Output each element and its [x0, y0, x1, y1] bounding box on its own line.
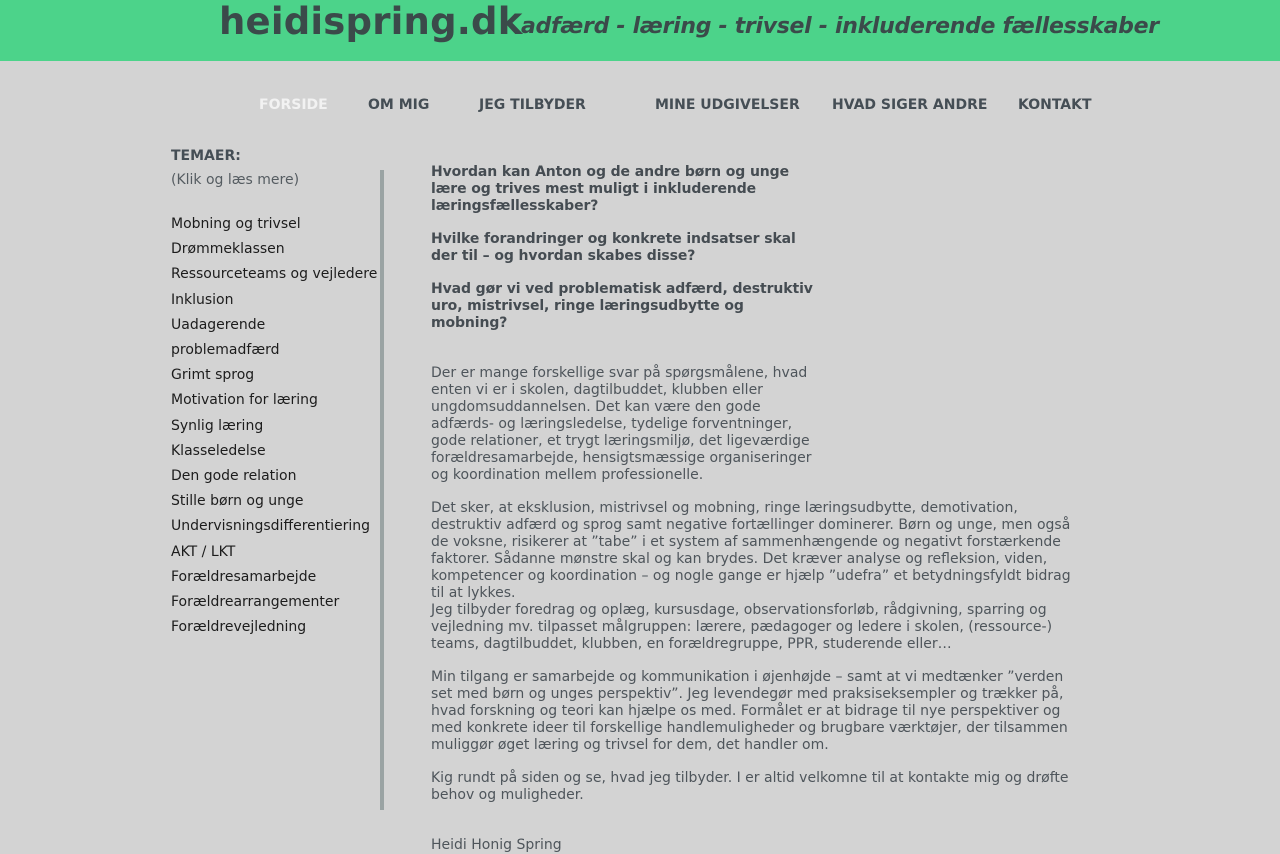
body-paragraph-4: Min tilgang er samarbejde og kommunikation i øjenhøjde – samt at vi medtænker ”verden set med børn og unges perspektiv”. Jeg levendegør med praksiseksempler og trækker på, hvad forskning og teori kan hjælpe os med. Formålet er at bidrage til nye perspektiver og med konkrete ideer til forskellige handlemuligheder og brugbare værktøjer, der tilsammen muliggør øget læring og trivsel for dem, det handler om.: [431, 669, 1068, 753]
nav-item-mine-udgivelser[interactable]: MINE UDGIVELSER: [655, 97, 800, 113]
nav-item-hvad-siger-andre[interactable]: HVAD SIGER ANDRE: [832, 97, 988, 113]
site-tagline: adfærd - læring - trivsel - inkluderende fællesskaber: [521, 14, 1159, 39]
topic-link-grimt-sprog[interactable]: Grimt sprog: [171, 367, 255, 384]
topic-link-stille-boern[interactable]: Stille børn og unge: [171, 493, 304, 510]
nav-item-om-mig[interactable]: OM MIG: [368, 97, 430, 113]
topic-link-droemmeklassen[interactable]: Drømmeklassen: [171, 241, 285, 258]
main-content: [431, 164, 1071, 854]
topic-link-klasseledelse[interactable]: Klasseledelse: [171, 442, 266, 459]
intro-question-2: Hvilke forandringer og konkrete indsatser skal der til – og hvordan skabes disse?: [431, 231, 796, 264]
topic-link-motivation[interactable]: Motivation for læring: [171, 392, 318, 409]
topic-link-ressourceteams[interactable]: Ressourceteams og vejledere: [171, 266, 378, 283]
topic-link-den-gode-relation[interactable]: Den gode relation: [171, 468, 297, 485]
intro-question-1: Hvordan kan Anton og de andre børn og unge lære og trives mest muligt i inkluderende læringsfællesskaber?: [431, 164, 789, 214]
body-paragraph-1: Der er mange forskellige svar på spørgsmålene, hvad enten vi er i skolen, dagtilbuddet, klubben eller ungdomsuddannelsen. Det kan være den gode adfærds- og læringsledelse, tydelige forventninger, gode relationer, et trygt læringsmiljø, det ligeværdige forældresamarbejde, hensigtsmæssige organiseringer og koordination mellem professionelle.: [431, 365, 812, 483]
sidebar-divider: [380, 170, 384, 810]
body-paragraph-2: Det sker, at eksklusion, mistrivsel og mobning, ringe læringsudbytte, demotivation, destruktiv adfærd og sprog samt negative fortællinger dominerer. Børn og unge, men også de voksne, risikerer at ”tabe” i et system af sammenhængende og negativt forstærkende faktorer. Sådanne mønstre skal og kan brydes. Det kræver analyse og refleksion, viden, kompetencer og koordination – og nogle gange er hjælp ”udefra” et betydningsfyldt bidrag til at lykkes.: [431, 500, 1071, 601]
signature: Heidi Honig Spring: [431, 837, 562, 853]
sidebar-heading: TEMAER:: [171, 148, 241, 164]
topic-link-problemadfaerd[interactable]: problemadfærd: [171, 342, 280, 359]
topic-link-synlig-laering[interactable]: Synlig læring: [171, 417, 264, 434]
topic-link-inklusion[interactable]: Inklusion: [171, 291, 234, 308]
topic-link-foraeldrearrangementer[interactable]: Forældrearrangementer: [171, 594, 340, 611]
body-paragraph-3: Jeg tilbyder foredrag og oplæg, kursusdage, observationsforløb, rådgivning, sparring og vejledning mv. tilpasset målgruppen: lærere, pædagoger og ledere i skolen, (ressource-) teams, dagtilbuddet, klubben, en forældregruppe, PPR, studerende eller…: [431, 602, 1053, 652]
topic-list: [171, 212, 376, 640]
intro-question-3: Hvad gør vi ved problematisk adfærd, destruktiv uro, mistrivsel, ringe læringsudbytte og mobning?: [431, 281, 813, 331]
topic-link-akt-lkt[interactable]: AKT / LKT: [171, 543, 236, 560]
site-title[interactable]: heidispring.dk: [219, 0, 523, 43]
nav-item-kontakt[interactable]: KONTAKT: [1018, 97, 1092, 113]
body-paragraph-5: Kig rundt på siden og se, hvad jeg tilbyder. I er altid velkomne til at kontakte mig og drøfte behov og muligheder.: [431, 770, 1069, 803]
sidebar-hint: (Klik og læs mere): [171, 172, 300, 188]
topic-link-foraeldrevejledning[interactable]: Forældrevejledning: [171, 619, 307, 636]
topic-link-mobning-og-trivsel[interactable]: Mobning og trivsel: [171, 216, 301, 232]
topic-link-foraeldresamarbejde[interactable]: Forældresamarbejde: [171, 568, 317, 585]
topic-link-uadagerende[interactable]: Uadagerende: [171, 316, 266, 333]
topic-link-undervisningsdifferentiering[interactable]: Undervisningsdifferentiering: [171, 518, 371, 535]
nav-item-forside[interactable]: FORSIDE: [259, 97, 328, 113]
site-header: [0, 0, 1280, 61]
nav-item-jeg-tilbyder[interactable]: JEG TILBYDER: [479, 97, 586, 113]
